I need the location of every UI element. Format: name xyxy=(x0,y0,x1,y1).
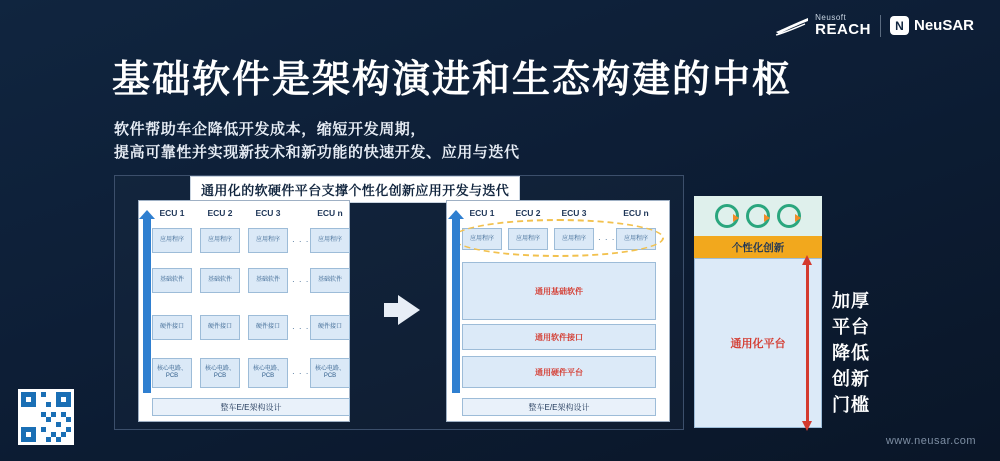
right-app-box-2: 应用程序 xyxy=(508,228,548,250)
panel-caption: 通用化的软硬件平台支撑个性化创新应用开发与迭代 xyxy=(190,176,520,203)
benefit-line-3: 降低 xyxy=(832,343,870,364)
left-layer-hwif-3: 硬件接口 xyxy=(248,315,288,340)
generic-software-interface-box: 通用软件接口 xyxy=(462,324,656,350)
neusar-logo xyxy=(890,16,974,35)
left-ecu-label-n: ECU n xyxy=(317,208,343,218)
left-layer-app-2: 应用程序 xyxy=(200,228,240,253)
cycle-ring-icon-2 xyxy=(746,204,770,228)
left-layer-app-1: 应用程序 xyxy=(152,228,192,253)
thickness-arrow-icon xyxy=(806,264,809,422)
left-layer-app-3: 应用程序 xyxy=(248,228,288,253)
cycle-ring-icon-1 xyxy=(715,204,739,228)
left-layer-pcb-2: 核心电路、PCB xyxy=(200,358,240,388)
reach-sub-label: Neusoft xyxy=(815,13,847,22)
left-ecu-label-1: ECU 1 xyxy=(159,208,185,218)
neusar-label: NeuSAR xyxy=(913,17,974,34)
cycle-ring-icon-3 xyxy=(777,204,801,228)
right-app-box-1: 应用程序 xyxy=(462,228,502,250)
left-layer-bsw-n: 基础软件 xyxy=(310,268,350,293)
left-vertical-arrow xyxy=(143,218,151,393)
left-layer-pcb-n: 核心电路、PCB xyxy=(310,358,350,388)
footer-url: www.neusar.com xyxy=(885,435,976,447)
benefit-line-1: 加厚 xyxy=(832,291,870,311)
benefit-line-5: 门槛 xyxy=(832,395,870,416)
neusar-mark-icon: N xyxy=(890,16,909,35)
left-layer-hwif-n: 硬件接口 xyxy=(310,315,350,340)
subtitle-line-2: 提高可靠性并实现新技术和新功能的快速开发、应用与迭代 xyxy=(114,144,520,162)
right-ecu-label-3: ECU 3 xyxy=(561,208,587,218)
transition-arrow-icon xyxy=(398,295,420,325)
reach-main-label: REACH xyxy=(815,21,871,38)
right-app-box-3: 应用程序 xyxy=(554,228,594,250)
left-layer-bsw-2: 基础软件 xyxy=(200,268,240,293)
page-title: 基础软件是架构演进和生态构建的中枢 xyxy=(112,59,793,101)
generic-basic-software-box: 通用基础软件 xyxy=(462,262,656,320)
left-dots-bsw: · · · xyxy=(292,277,310,286)
left-layer-pcb-1: 核心电路、PCB xyxy=(152,358,192,388)
personalized-innovation-band: 个性化创新 xyxy=(694,236,822,258)
qr-code xyxy=(18,389,74,445)
left-layer-app-n: 应用程序 xyxy=(310,228,350,253)
left-ecu-label-2: ECU 2 xyxy=(207,208,233,218)
left-layer-bsw-3: 基础软件 xyxy=(248,268,288,293)
left-layer-bsw-1: 基础软件 xyxy=(152,268,192,293)
right-dots-app: · · · xyxy=(598,235,616,244)
generic-hardware-platform-box: 通用硬件平台 xyxy=(462,356,656,388)
benefit-line-2: 平台 xyxy=(832,317,870,338)
left-layer-hwif-2: 硬件接口 xyxy=(200,315,240,340)
benefit-line-4: 创新 xyxy=(832,369,870,390)
right-app-box-n: 应用程序 xyxy=(616,228,656,250)
left-bottom-bar: 整车E/E架构设计 xyxy=(152,398,350,416)
brand-divider xyxy=(880,15,881,37)
brand-logo xyxy=(775,14,974,37)
right-ecu-label-1: ECU 1 xyxy=(469,208,495,218)
qr-code-icon xyxy=(21,392,71,442)
generic-platform-box: 通用化平台 xyxy=(694,258,822,428)
right-vertical-arrow xyxy=(452,218,460,393)
left-layer-hwif-1: 硬件接口 xyxy=(152,315,192,340)
right-ecu-label-2: ECU 2 xyxy=(515,208,541,218)
subtitle-line-1: 软件帮助车企降低开发成本，缩短开发周期， xyxy=(114,121,427,138)
left-dots-pcb: · · · xyxy=(292,369,310,378)
right-ecu-label-n: ECU n xyxy=(623,208,649,218)
swoosh-icon xyxy=(775,16,809,36)
benefit-text xyxy=(832,288,870,418)
left-ecu-label-3: ECU 3 xyxy=(255,208,281,218)
page-subtitle xyxy=(114,118,520,165)
iteration-cycle-band xyxy=(694,196,822,236)
left-dots-hwif: · · · xyxy=(292,324,310,333)
left-layer-pcb-3: 核心电路、PCB xyxy=(248,358,288,388)
personalized-app-highlight xyxy=(452,219,664,257)
reach-logo xyxy=(775,14,871,37)
right-bottom-bar: 整车E/E架构设计 xyxy=(462,398,656,416)
left-dots-app: · · · xyxy=(292,237,310,246)
